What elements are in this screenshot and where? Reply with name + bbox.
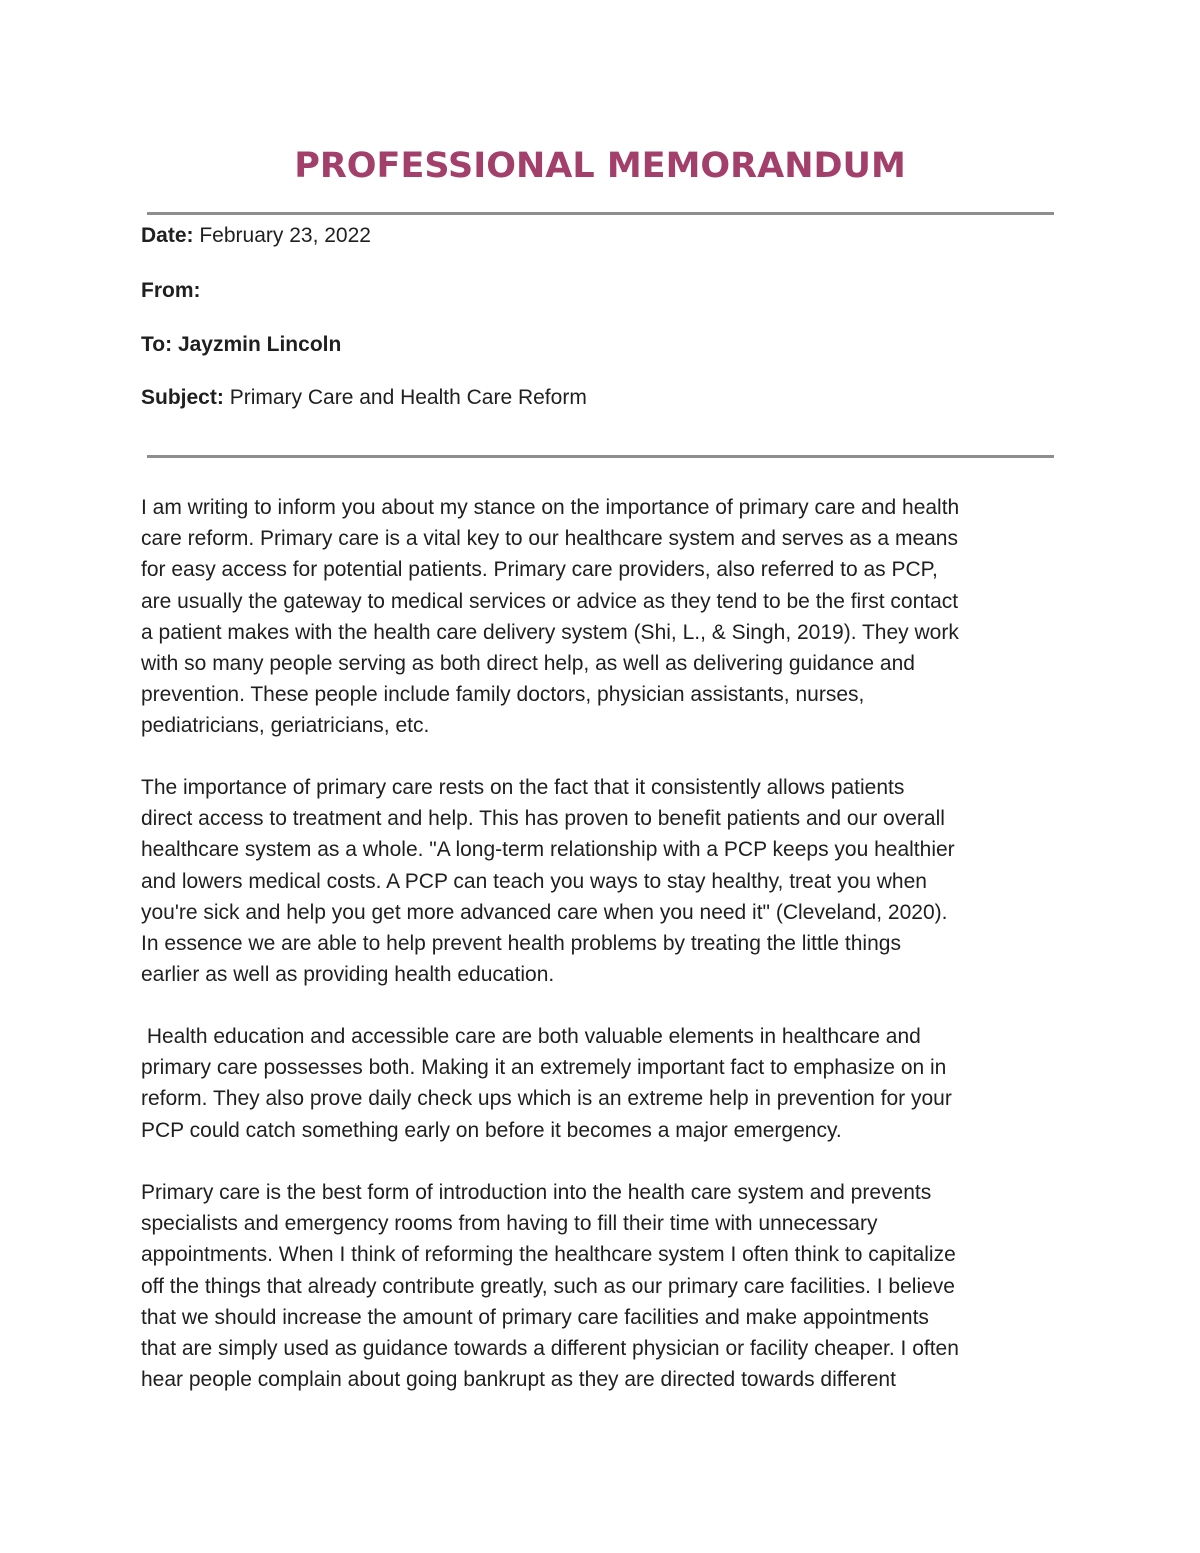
body-paragraph-1 xyxy=(141,492,1081,742)
body-paragraph-3 xyxy=(141,1021,1081,1146)
body-paragraph-2 xyxy=(141,772,1081,990)
to-label: To: xyxy=(141,333,173,356)
paragraph-line: PCP could catch something early on before it becomes a major emergency. xyxy=(141,1118,842,1142)
from-line xyxy=(141,277,201,305)
paragraph-line: are usually the gateway to medical services or advice as they tend to be the first contact xyxy=(141,589,959,613)
paragraph-line: care reform. Primary care is a vital key to our healthcare system and serves as a means xyxy=(141,527,958,551)
date-value: February 23, 2022 xyxy=(199,224,371,247)
paragraph-line: appointments. When I think of reforming the healthcare system I often think to capitalize xyxy=(141,1243,956,1267)
from-label: From: xyxy=(141,279,201,302)
paragraph-line: and lowers medical costs. A PCP can teach you ways to stay healthy, treat you when xyxy=(141,869,927,893)
paragraph-line: reform. They also prove daily check ups which is an extreme help in prevention for your xyxy=(141,1087,952,1111)
body-paragraph-4 xyxy=(141,1177,1081,1395)
paragraph-line: earlier as well as providing health education. xyxy=(141,963,555,987)
paragraph-line: that we should increase the amount of primary care facilities and make appointments xyxy=(141,1305,929,1329)
paragraph-line: prevention. These people include family doctors, physician assistants, nurses, xyxy=(141,683,865,707)
paragraph-line: for easy access for potential patients. Primary care providers, also referred to as PCP, xyxy=(141,558,938,582)
paragraph-line: direct access to treatment and help. This has proven to benefit patients and our overall xyxy=(141,807,945,831)
paragraph-line: Primary care is the best form of introduction into the health care system and prevents xyxy=(141,1181,932,1204)
paragraph-line: In essence we are able to help prevent health problems by treating the little things xyxy=(141,932,901,956)
memo-title: PROFESSIONAL MEMORANDUM xyxy=(294,146,906,186)
header-divider-bottom xyxy=(147,455,1054,458)
paragraph-line: with so many people serving as both direct help, as well as delivering guidance and xyxy=(141,652,915,676)
subject-value: Primary Care and Health Care Reform xyxy=(229,386,587,409)
date-label: Date: xyxy=(141,224,194,247)
paragraph-line: pediatricians, geriatricians, etc. xyxy=(141,714,430,738)
paragraph-line: specialists and emergency rooms from having to fill their time with unnecessary xyxy=(141,1212,878,1236)
date-line xyxy=(141,222,371,250)
paragraph-line: a patient makes with the health care delivery system (Shi, L., & Singh, 2019). They work xyxy=(141,620,959,644)
header-divider-top xyxy=(147,212,1054,215)
to-line xyxy=(141,331,341,359)
paragraph-line: Health education and accessible care are both valuable elements in healthcare and xyxy=(141,1025,921,1048)
to-value: Jayzmin Lincoln xyxy=(177,333,342,356)
subject-label: Subject: xyxy=(141,386,224,409)
paragraph-line: healthcare system as a whole. "A long-term relationship with a PCP keeps you healthier xyxy=(141,838,955,862)
paragraph-line: I am writing to inform you about my stance on the importance of primary care and health xyxy=(141,496,960,519)
paragraph-line: hear people complain about going bankrupt as they are directed towards different xyxy=(141,1368,896,1392)
paragraph-line: you're sick and help you get more advanced care when you need it" (Cleveland, 2020). xyxy=(141,900,948,924)
paragraph-line: primary care possesses both. Making it an extremely important fact to emphasize on in xyxy=(141,1056,947,1080)
subject-line xyxy=(141,384,587,412)
paragraph-line: that are simply used as guidance towards a different physician or facility cheaper. I often xyxy=(141,1337,959,1361)
paragraph-line: off the things that already contribute greatly, such as our primary care facilities. I believe xyxy=(141,1274,955,1298)
paragraph-line: The importance of primary care rests on the fact that it consistently allows patients xyxy=(141,776,905,799)
